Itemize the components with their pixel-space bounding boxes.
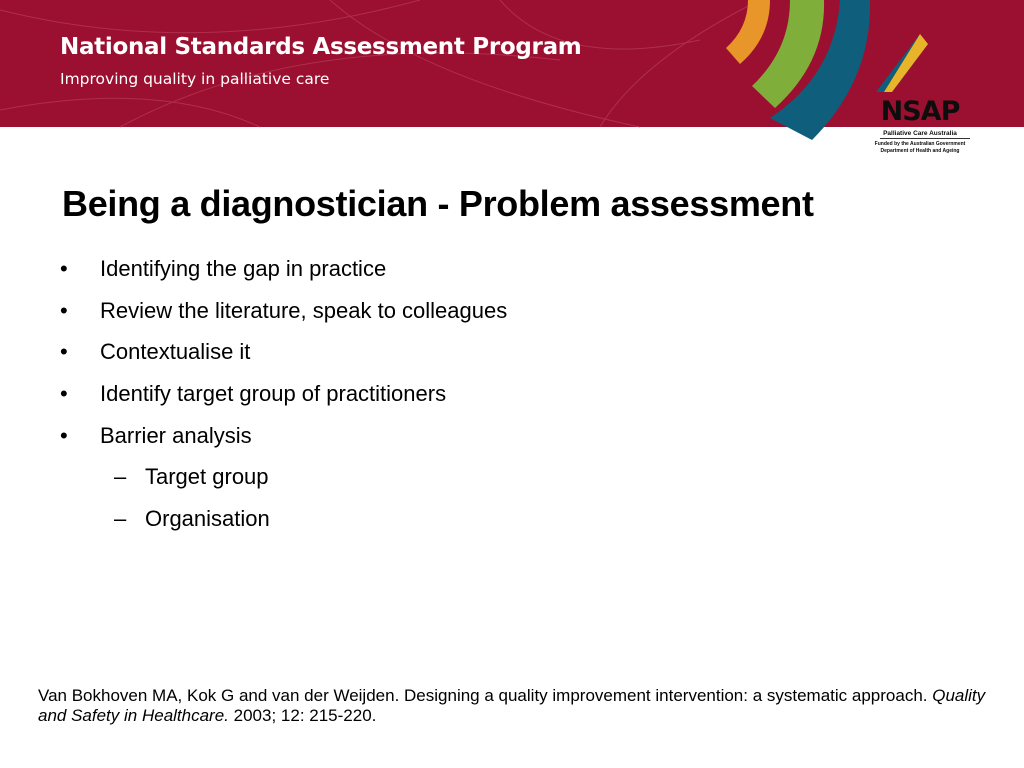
bullet-text: Review the literature, speak to colleagues (100, 297, 508, 323)
logo-wordmark: NSAP (880, 96, 960, 127)
bullet-marker: • (60, 256, 68, 281)
header-banner (0, 0, 1024, 170)
logo-funding-line2: Department of Health and Ageing (880, 148, 960, 154)
reference-details: 2003; 12: 215-220. (233, 706, 377, 725)
bullet-marker: • (60, 339, 68, 365)
logo-organisation: Palliative Care Australia (883, 130, 957, 137)
slide-title: Being a diagnostician - Problem assessment (62, 183, 814, 224)
logo-divider (880, 138, 970, 139)
program-title: National Standards Assessment Program (60, 34, 582, 60)
sub-bullet-text: Target group (145, 464, 269, 490)
bullet-text: Barrier analysis (100, 422, 252, 448)
reference-authors-title: Van Bokhoven MA, Kok G and van der Weijden. Designing a quality improvement intervention: a systematic approach. (38, 686, 928, 705)
sub-bullet-marker: – (114, 506, 127, 532)
nsap-logo (862, 30, 978, 160)
bullet-marker: • (60, 422, 68, 448)
triangle-logo-icon (862, 30, 978, 96)
reference-citation (38, 686, 998, 726)
bullet-text: Contextualise it (100, 339, 251, 365)
sub-bullet-marker: – (114, 464, 127, 490)
bullet-text: Identify target group of practitioners (100, 381, 447, 407)
logo-funding-line1: Funded by the Australian Government (874, 141, 966, 147)
sub-bullet-text: Organisation (145, 506, 270, 532)
reference-journal: Quality and Safety in Healthcare. (38, 686, 986, 725)
program-subtitle: Improving quality in palliative care (60, 70, 330, 88)
bullet-text: Identifying the gap in practice (100, 256, 387, 281)
bullet-marker: • (60, 297, 68, 323)
bullet-marker: • (60, 381, 68, 407)
